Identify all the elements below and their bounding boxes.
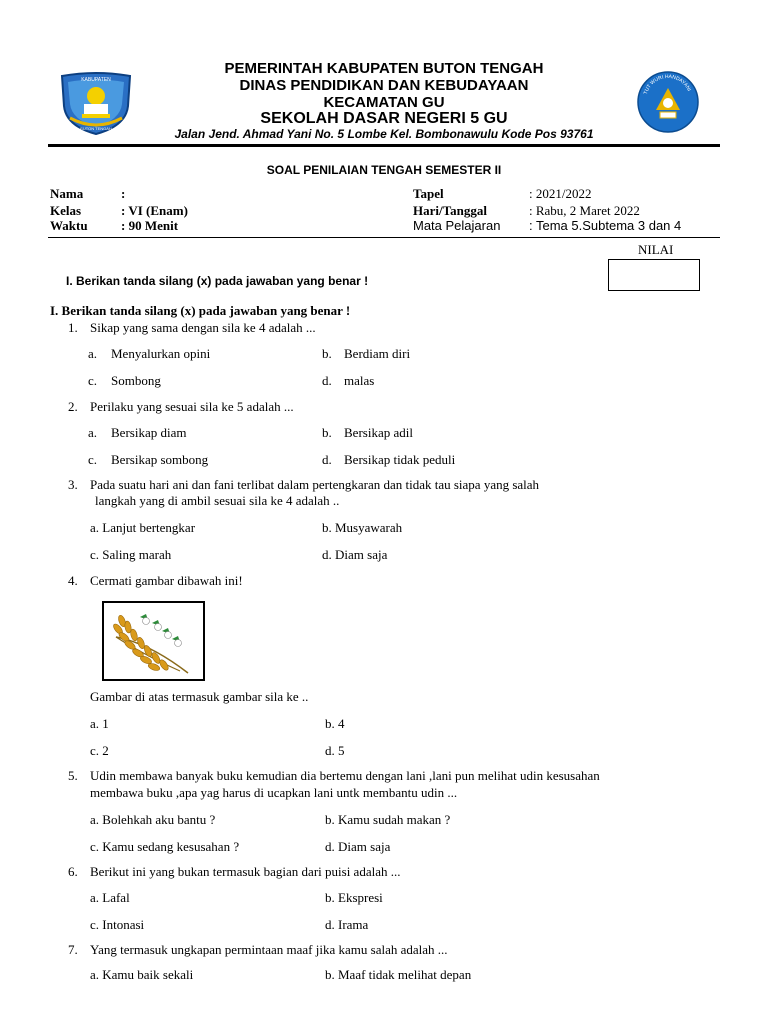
question-4-number: 4. (68, 573, 78, 588)
mapel-value: : Tema 5.Subtema 3 dan 4 (529, 218, 682, 233)
header-address: Jalan Jend. Ahmad Yani No. 5 Lombe Kel. Bombonawulu Kode Pos 93761 (174, 127, 594, 141)
q4-option-d[interactable]: d. 5 (325, 743, 345, 758)
question-6-text: Berikut ini yang bukan termasuk bagian dari puisi adalah ... (90, 864, 401, 879)
question-6-number: 6. (68, 864, 78, 879)
q1-option-b[interactable]: Berdiam diri (344, 346, 411, 361)
nilai-label: NILAI (638, 242, 674, 257)
kelas-label: Kelas (50, 203, 82, 218)
waktu-value: : 90 Menit (121, 218, 179, 233)
mapel-label: Mata Pelajaran (413, 218, 501, 233)
q1-option-d[interactable]: malas (344, 373, 375, 388)
q4-option-c[interactable]: c. 2 (90, 743, 109, 758)
q6-option-d[interactable]: d. Irama (325, 917, 369, 932)
q5-option-c[interactable]: c. Kamu sedang kesusahan ? (90, 839, 240, 854)
nama-colon: : (121, 186, 126, 201)
q2-option-b[interactable]: Bersikap adil (344, 425, 413, 440)
question-2-text: Perilaku yang sesuai sila ke 5 adalah ... (90, 399, 294, 414)
question-3-number: 3. (68, 477, 78, 492)
q3-option-a[interactable]: a. Lanjut bertengkar (90, 520, 196, 535)
q3-option-d[interactable]: d. Diam saja (322, 547, 388, 562)
q1-letter-a: a. (88, 346, 98, 361)
q5-option-d[interactable]: d. Diam saja (325, 839, 391, 854)
svg-text:KABUPATEN: KABUPATEN (81, 77, 111, 83)
q6-option-a[interactable]: a. Lafal (90, 890, 130, 905)
waktu-label: Waktu (50, 218, 88, 233)
q1-letter-d: d. (322, 373, 332, 388)
question-5-text-2: membawa buku ,apa yag harus di ucapkan lani untk membantu udin ... (90, 785, 458, 800)
header-department: DINAS PENDIDIKAN DAN KEBUDAYAAN (239, 77, 529, 94)
q3-option-c[interactable]: c. Saling marah (90, 547, 172, 562)
question-4-text: Cermati gambar dibawah ini! (90, 573, 243, 588)
q3-option-b[interactable]: b. Musyawarah (322, 520, 403, 535)
question-1-number: 1. (68, 320, 78, 335)
q5-option-b[interactable]: b. Kamu sudah makan ? (325, 812, 451, 827)
q1-option-a[interactable]: Menyalurkan opini (111, 346, 211, 361)
header-government: PEMERINTAH KABUPATEN BUTON TENGAH (224, 60, 544, 77)
question-5-number: 5. (68, 768, 78, 783)
q2-option-d[interactable]: Bersikap tidak peduli (344, 452, 456, 467)
instruction-serif: I. Berikan tanda silang (x) pada jawaban yang benar ! (50, 303, 351, 318)
q2-letter-d: d. (322, 452, 332, 467)
svg-text:TUT WURI HANDAYANI: TUT WURI HANDAYANI (642, 73, 692, 96)
kelas-value: : VI (Enam) (121, 203, 188, 218)
exam-title: SOAL PENILAIAN TENGAH SEMESTER II (266, 163, 502, 177)
header-district: KECAMATAN GU (323, 94, 445, 111)
question-7-text: Yang termasuk ungkapan permintaan maaf jika kamu salah adalah ... (90, 942, 448, 957)
instruction-sans: I. Berikan tanda silang (x) pada jawaban yang benar ! (66, 274, 369, 288)
info-divider (48, 237, 720, 238)
q1-letter-c: c. (88, 373, 98, 388)
q6-option-b[interactable]: b. Ekspresi (325, 890, 383, 905)
nama-label: Nama (50, 186, 84, 201)
hari-value: : Rabu, 2 Maret 2022 (529, 203, 640, 218)
q1-option-c[interactable]: Sombong (111, 373, 161, 388)
q2-option-a[interactable]: Bersikap diam (111, 425, 187, 440)
q2-letter-c: c. (88, 452, 98, 467)
header-school-name: SEKOLAH DASAR NEGERI 5 GU (260, 110, 508, 127)
q2-option-c[interactable]: Bersikap sombong (111, 452, 209, 467)
question-4-text-2: Gambar di atas termasuk gambar sila ke .. (90, 689, 309, 704)
tapel-value: : 2021/2022 (529, 186, 592, 201)
question-3-text: Pada suatu hari ani dan fani terlibat dalam pertengkaran dan tidak tau siapa yang salah (90, 477, 540, 492)
q6-option-c[interactable]: c. Intonasi (90, 917, 145, 932)
header-divider (48, 144, 720, 147)
nilai-box (608, 259, 700, 291)
svg-text:BUTON TENGAH: BUTON TENGAH (80, 126, 112, 131)
tapel-label: Tapel (413, 186, 444, 201)
q5-option-a[interactable]: a. Bolehkah aku bantu ? (90, 812, 216, 827)
hari-label: Hari/Tanggal (413, 203, 487, 218)
q4-option-a[interactable]: a. 1 (90, 716, 109, 731)
question-5-text: Udin membawa banyak buku kemudian dia bertemu dengan lani ,lani pun melihat udin kesusahan (90, 768, 600, 783)
question-2-number: 2. (68, 399, 78, 414)
q2-letter-a: a. (88, 425, 98, 440)
rice-cotton-picture (102, 601, 205, 681)
q7-option-a[interactable]: a. Kamu baik sekali (90, 967, 194, 982)
q7-option-b[interactable]: b. Maaf tidak melihat depan (325, 967, 472, 982)
question-1-text: Sikap yang sama dengan sila ke 4 adalah ... (90, 320, 316, 335)
q1-letter-b: b. (322, 346, 332, 361)
q4-option-b[interactable]: b. 4 (325, 716, 345, 731)
question-3-text-2: langkah yang di ambil sesuai sila ke 4 adalah .. (95, 493, 340, 508)
q2-letter-b: b. (322, 425, 332, 440)
question-7-number: 7. (68, 942, 78, 957)
